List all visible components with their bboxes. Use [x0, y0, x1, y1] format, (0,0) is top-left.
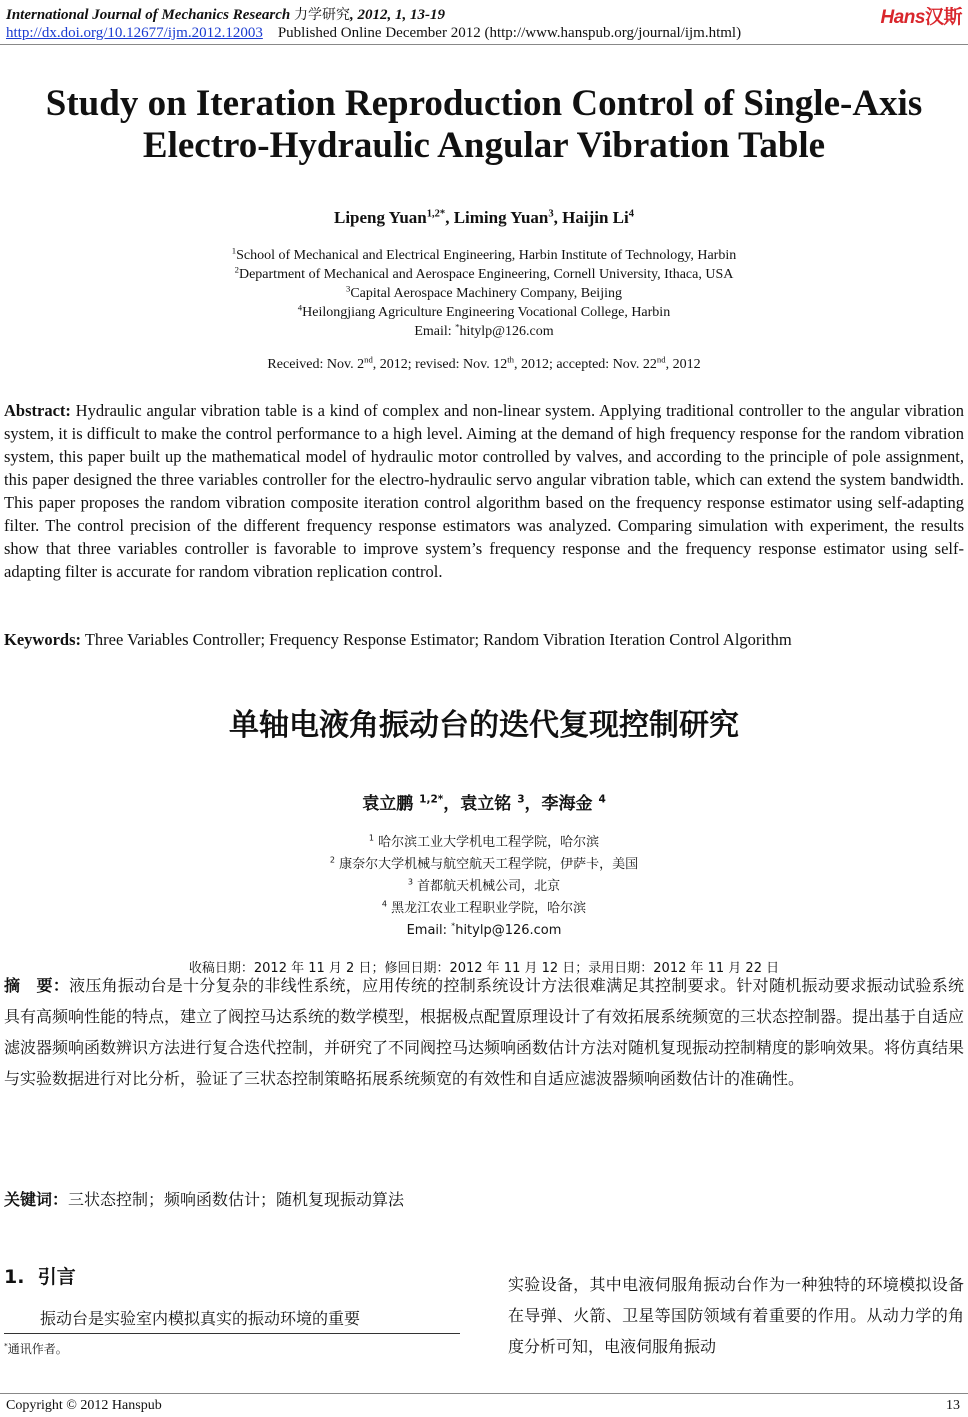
paper-title-en: [0, 83, 968, 167]
abstract-en: [4, 399, 964, 583]
header-divider: [0, 44, 968, 45]
doi-link[interactable]: http://dx.doi.org/10.12677/ijm.2012.12003: [6, 25, 263, 41]
affiliation-item: $^3$Capital Aerospace Machinery Company, Beijing: [346, 283, 622, 301]
doi-line: [6, 25, 741, 42]
author-separator: ,: [445, 208, 454, 227]
logo-text-cn: 汉斯: [924, 6, 962, 28]
affiliations-en: [0, 246, 968, 341]
abstract-text: 液压角振动台是十分复杂的非线性系统，应用传统的控制系统设计方法很难满足其控制要求。针对随机振动要求振动试验系统具有高频响性能的特点，建立了阀控马达系统的数学模型，根据极点配置原理设计了有效拓展系统频宽的三状态控制器。提出基于自适应滤波器频响函数辨识方法进行复合迭代控制，并研究了不同阀控马达频响函数估计方法对随机复现振动控制精度的影响效果。将仿真结果与实验数据进行对比分析，验证了三状态控制策略拓展系统频宽的有效性和自适应滤波器频响函数估计的准确性。: [4, 976, 965, 1088]
affiliation-item: $^2$Department of Mechanical and Aerospace Engineering, Cornell University, Ithaca, USA: [234, 264, 734, 282]
title-line-1: Study on Iteration Reproduction Control of Single-Axis: [45, 83, 923, 124]
author-separator: ,: [553, 208, 563, 227]
author-affiliation-mark: 4: [598, 793, 606, 806]
keywords-text: 三状态控制；频响函数估计；随机复现振动算法: [68, 1190, 405, 1209]
received-dates-en: Received: Nov. 2nd, 2012; revised: Nov. 12th, 2012; accepted: Nov. 22nd, 2012: [267, 354, 701, 372]
author-affiliation-mark: 3: [517, 793, 525, 806]
page-number: 13: [946, 1398, 960, 1413]
footnote-divider: [4, 1333, 460, 1334]
author-affiliation-mark: 4: [628, 208, 634, 220]
journal-header: [6, 4, 445, 24]
body-text-left: 振动台是实验室内模拟真实的振动环境的重要: [40, 1309, 361, 1328]
journal-citation: , 2012, 1, 13-19: [349, 7, 445, 23]
received-dates-cn: 收稿日期：2012 年 11 月 2 日；修回日期：2012 年 11 月 12 日；录用日期：2012 年 11 月 22 日: [188, 961, 780, 976]
footer-divider: [0, 1393, 968, 1394]
abstract-cn: [4, 970, 964, 1094]
author-list-en: [0, 208, 968, 228]
author-name: 袁立鹏: [362, 794, 420, 814]
title-line-2: Electro-Hydraulic Angular Vibration Table: [142, 125, 826, 166]
email-address[interactable]: hitylp@126.com: [459, 324, 554, 339]
footnote: *通讯作者。: [4, 1341, 68, 1356]
affiliation-item: $^1$ 哈尔滨工业大学机电工程学院，哈尔滨: [368, 833, 600, 850]
author-name: Lipeng Yuan: [334, 208, 427, 227]
hanspub-logo: [881, 2, 962, 29]
abstract-label: 摘 要：: [4, 976, 70, 995]
keywords-en: [4, 630, 964, 650]
keywords-text: Three Variables Controller; Frequency Response Estimator; Random Vibration Iteration Control Algorithm: [81, 630, 792, 649]
section-title: 引言: [37, 1266, 76, 1288]
affiliation-item: $^2$ 康奈尔大学机械与航空航天工程学院，伊萨卡，美国: [329, 855, 639, 872]
copyright: Copyright © 2012 Hanspub: [6, 1398, 162, 1413]
journal-name: International Journal of Mechanics Research: [6, 7, 291, 23]
author-name: Liming Yuan: [453, 208, 549, 227]
author-list-cn: [0, 789, 968, 814]
published-online: Published Online December 2012 (http://www.hanspub.org/journal/ijm.html): [277, 25, 742, 41]
affiliation-item: $^3$ 首都航天机械公司，北京: [407, 877, 561, 894]
journal-name-cn: 力学研究: [293, 7, 350, 23]
affiliation-item: $^4$Heilongjiang Agriculture Engineering Vocational College, Harbin: [297, 302, 671, 320]
section-heading: [4, 1262, 76, 1289]
author-name: 袁立铭: [460, 794, 518, 814]
affiliation-item: $^4$ 黑龙江农业工程职业学院，哈尔滨: [381, 899, 587, 916]
author-separator: ，: [443, 794, 461, 814]
section-number: 1.: [4, 1266, 25, 1288]
author-separator: ，: [524, 794, 542, 814]
abstract-label: Abstract:: [4, 401, 71, 420]
affiliations-cn: [0, 832, 968, 942]
affiliation-item: $^1$School of Mechanical and Electrical Engineering, Harbin Institute of Technology, Harbin: [231, 245, 737, 263]
author-affiliation-mark: 1,2*: [426, 208, 446, 220]
author-affiliation-mark: 1,2*: [419, 793, 444, 806]
keywords-label: Keywords:: [4, 630, 81, 649]
author-name: 李海金: [541, 794, 599, 814]
contact-email: Email: *hitylp@126.com: [414, 321, 554, 339]
author-name: Haijin Li: [562, 208, 629, 227]
body-text-right: 实验设备，其中电液伺服角振动台作为一种独特的环境模拟设备在导弹、火箭、卫星等国防领域有着重要的作用。从动力学的角度分析可知，电液伺服角振动: [508, 1275, 964, 1356]
keywords-cn: [4, 1187, 964, 1210]
email-address[interactable]: hitylp@126.com: [455, 923, 562, 938]
contact-email: Email: *hitylp@126.com: [406, 921, 562, 938]
logo-text-en: Hans: [880, 7, 925, 28]
keywords-label: 关键词：: [4, 1190, 69, 1209]
paper-title-cn: 单轴电液角振动台的迭代复现控制研究: [229, 708, 739, 743]
author-affiliation-mark: 3: [548, 208, 554, 220]
abstract-text: Hydraulic angular vibration table is a kind of complex and non-linear system. Applying traditional controller to the angular vibration system, it is difficult to make the control performance to a high level. Aiming at the demand of high frequency response for the random vibration system, this paper built up the mathematical model of hydraulic motor controlled by valves, and according to the principle of pole assignment, this paper designed the three variables controller for the electro-hydraulic servo angular vibration table, which can extend the system bandwidth. This paper proposes the random vibration composite iteration control algorithm based on the frequency response estimator using self-adapting filter. The control precision of the different frequency response estimators was analyzed. Comparing simulation with experiment, the results show that three variables controller is favorable to improve system’s frequency response and the frequency response estimator using self-adapting filter is accurate for random vibration replication control.: [4, 401, 964, 581]
